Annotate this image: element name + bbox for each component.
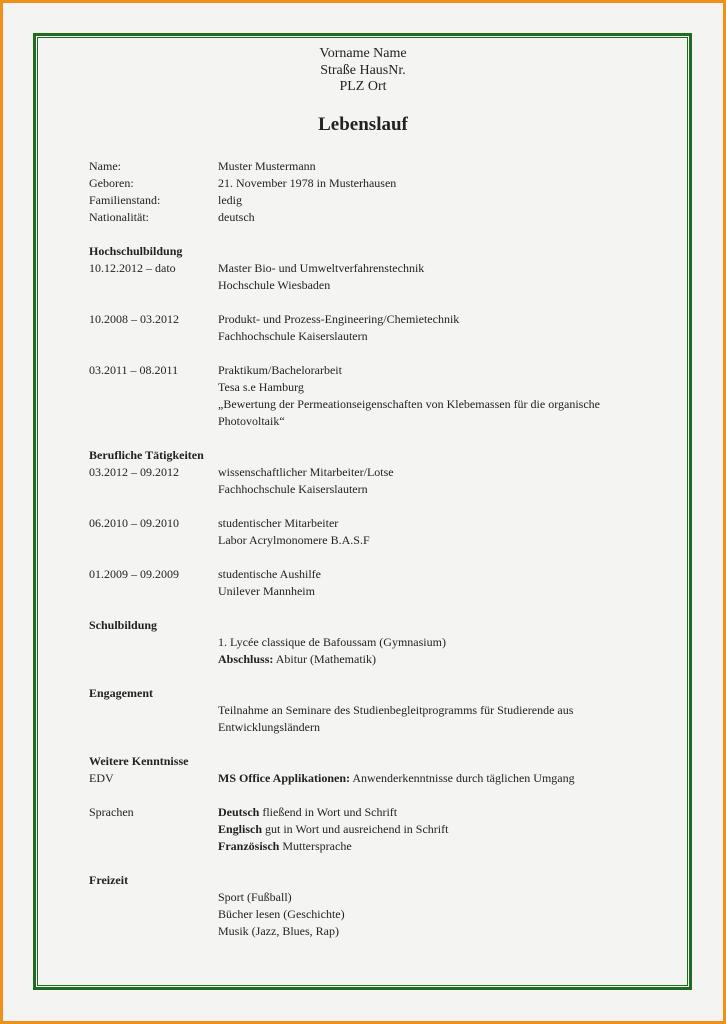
engagement-text: Entwicklungsländern: [218, 720, 320, 734]
spacer: [89, 328, 218, 345]
field-value: deutsch: [218, 210, 255, 224]
field-label: Nationalität:: [89, 210, 149, 224]
entry-line: [89, 362, 649, 379]
hobby-item: Bücher lesen (Geschichte): [218, 907, 345, 921]
spacer: [89, 277, 218, 294]
field-label: Familienstand:: [89, 193, 161, 207]
address-block: [0, 46, 726, 96]
language-item: [218, 821, 649, 838]
engagement-text: Teilnahme an Seminare des Studienbegleitprogramms für Studierende aus: [218, 703, 574, 717]
hobbies-list: [218, 889, 649, 940]
section-heading: Hochschulbildung: [89, 244, 183, 258]
entry-line: [89, 532, 649, 549]
language-level: gut in Wort und ausreichend in Schrift: [262, 822, 449, 836]
personal-row: [89, 192, 649, 209]
section-heading: Schulbildung: [89, 618, 158, 632]
entry-line: [89, 515, 649, 532]
hobby-item: Sport (Fußball): [218, 890, 292, 904]
spacer: [89, 532, 218, 549]
entry-text: Praktikum/Bachelorarbeit: [218, 363, 342, 377]
school-degree: Abschluss: Abitur (Mathematik): [218, 652, 377, 666]
personal-row: [89, 175, 649, 192]
language-item: [218, 804, 649, 821]
languages-list: [218, 804, 649, 855]
entry-line: [89, 583, 649, 600]
field-label: Name:: [89, 159, 121, 173]
entry-line: [89, 260, 649, 277]
language-name: Französisch: [218, 839, 280, 853]
entry-line: [89, 481, 649, 498]
entry-date: 03.2011 – 08.2011: [89, 363, 179, 377]
edv-label: EDV: [89, 771, 114, 785]
language-level: fließend in Wort und Schrift: [259, 805, 398, 819]
entry-line: [89, 277, 649, 294]
entry-text: Master Bio- und Umweltverfahrenstechnik: [218, 261, 425, 275]
language-name: Deutsch: [218, 805, 260, 819]
entry-text: Photovoltaik“: [218, 414, 285, 428]
spacer: [89, 294, 649, 311]
entry-date: 10.12.2012 – dato: [89, 261, 176, 275]
entry-text: studentische Aushilfe: [218, 567, 321, 581]
spacer: [89, 413, 218, 430]
personal-row: [89, 158, 649, 175]
cv-content: [89, 158, 649, 940]
hobby-item: Musik (Jazz, Blues, Rap): [218, 924, 339, 938]
entry-line: [89, 311, 649, 328]
section-heading: Berufliche Tätigkeiten: [89, 448, 204, 462]
spacer: [89, 600, 649, 617]
spacer: [89, 498, 649, 515]
entry-text: Unilever Mannheim: [218, 584, 315, 598]
entry-text: Produkt- und Prozess-Engineering/Chemietechnik: [218, 312, 460, 326]
entry-text: „Bewertung der Permeationseigenschaften von Klebemassen für die organische: [218, 397, 600, 411]
personal-info: [89, 158, 649, 226]
spacer: [89, 583, 218, 600]
entry-line: [89, 464, 649, 481]
city: PLZ Ort: [339, 79, 387, 94]
field-label: Geboren:: [89, 176, 134, 190]
spacer: [89, 549, 649, 566]
entry-text: Hochschule Wiesbaden: [218, 278, 331, 292]
entry-date: 03.2012 – 09.2012: [89, 465, 179, 479]
language-item: [218, 838, 649, 855]
entry-text: Tesa s.e Hamburg: [218, 380, 304, 394]
entry-text: wissenschaftlicher Mitarbeiter/Lotse: [218, 465, 394, 479]
entry-date: 06.2010 – 09.2010: [89, 516, 179, 530]
section-heading: Weitere Kenntnisse: [89, 754, 189, 768]
entry-text: Fachhochschule Kaiserslautern: [218, 482, 368, 496]
spacer: [89, 345, 649, 362]
spacer: [89, 396, 218, 413]
languages-label: Sprachen: [89, 805, 134, 819]
entry-line: [89, 566, 649, 583]
entry-text: Fachhochschule Kaiserslautern: [218, 329, 368, 343]
field-value: Muster Mustermann: [218, 159, 316, 173]
entry-line: [89, 328, 649, 345]
language-level: Muttersprache: [279, 839, 352, 853]
section-heading: Engagement: [89, 686, 153, 700]
field-value: 21. November 1978 in Musterhausen: [218, 176, 397, 190]
entry-line: [89, 396, 649, 413]
spacer: [89, 379, 218, 396]
document-title: Lebenslauf: [318, 114, 408, 135]
full-name: Vorname Name: [319, 46, 407, 61]
edv-value: MS Office Applikationen: Anwenderkenntnisse durch täglichen Umgang: [218, 771, 575, 785]
spacer: [89, 481, 218, 498]
school-name: 1. Lycée classique de Bafoussam (Gymnasium): [218, 635, 446, 649]
entry-line: [89, 379, 649, 396]
section-heading: Freizeit: [89, 873, 129, 887]
entry-text: studentischer Mitarbeiter: [218, 516, 339, 530]
entry-date: 10.2008 – 03.2012: [89, 312, 179, 326]
street: Straße HausNr.: [320, 62, 406, 78]
entry-text: Labor Acrylmonomere B.A.S.F: [218, 533, 370, 547]
field-value: ledig: [218, 193, 242, 207]
personal-row: [89, 209, 649, 226]
spacer: [89, 430, 649, 447]
entry-date: 01.2009 – 09.2009: [89, 567, 179, 581]
entry-line: [89, 413, 649, 430]
language-name: Englisch: [218, 822, 263, 836]
